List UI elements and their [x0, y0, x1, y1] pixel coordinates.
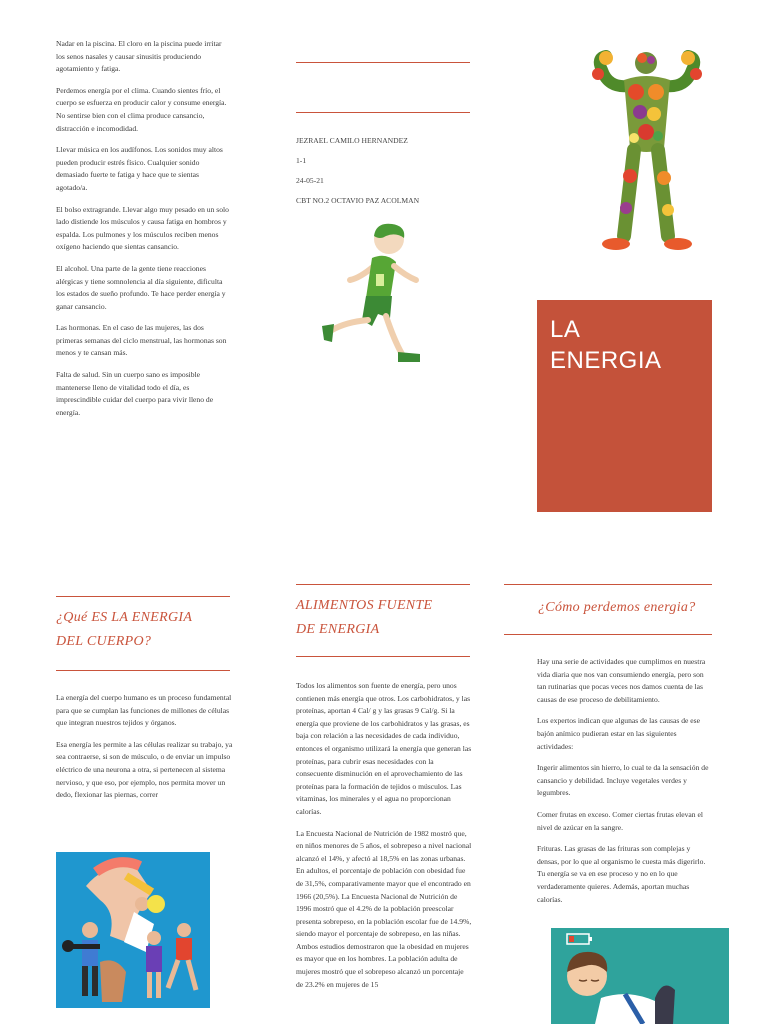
document-date: 24-05-21: [296, 176, 324, 185]
divider-line: [296, 656, 470, 657]
divider-line: [56, 596, 230, 597]
paragraph: Hay una serie de actividades que cumplimos en nuestra vida diaria que nos van consumiendo energía, pero son tan rutinarias que pocas veces nos damos cuenta de las causas de ese proceso de debilitamiento.: [537, 657, 706, 704]
divider-line: [296, 584, 470, 585]
heading-line: ALIMENTOS FUENTE: [296, 598, 433, 613]
student-name: JEZRAEL CAMILO HERNANDEZ: [296, 136, 408, 145]
divider-line: [296, 112, 470, 113]
paragraph: Nadar en la piscina. El cloro en la piscina puede irritar los senos nasales y causar sinusitis produciendo agotamiento y fatiga.: [56, 39, 222, 74]
cover-title-line-2: ENERGIA: [550, 347, 662, 374]
fitness-people-icon: [56, 852, 210, 1008]
paragraph: Esa energía les permite a las células realizar su trabajo, ya sea contraerse, si son de músculo, o de enviar un impulso eléctrico de una neurona a otra, si pertenecen al sistema nervioso, y que eso, por ejemplo, nos permita mover un dedo, flexionar las piernas, correr: [56, 739, 233, 800]
student-group: 1-1: [296, 156, 307, 165]
running-person-icon: [316, 222, 426, 367]
cover-title-block: [537, 300, 712, 512]
school-name: CBT NO.2 OCTAVIO PAZ ACOLMAN: [296, 196, 420, 205]
paragraph: La energía del cuerpo humano es un proceso fundamental para que se cumplan las funciones de millones de células que integran nuestros tejidos y órganos.: [56, 693, 232, 728]
divider-line: [296, 62, 470, 63]
section-text: [296, 680, 472, 1024]
section-heading: [296, 594, 476, 642]
heading-line: DE ENERGIA: [296, 622, 380, 637]
paragraph: El alcohol. Una parte de la gente tiene reacciones alérgicas y tiene somnolencia al día siguiente, dificulta los estados de sueño profundo. Te hace perder energía y ganar cansancio.: [56, 263, 226, 311]
paragraph: La Encuesta Nacional de Nutrición de 1982 mostró que, en niños menores de 5 años, el sobrepeso a nivel nacional alcanzó el 14%, y afectó al 18,5% en las zonas urbanas. En adultos, el porcentaje de población con obesidad fue de 31,5%, comparativamente mayor que el encontrado en 1966 (20,5%). La Encuesta Nacional de Nutrición de 1996 mostró que el 4.2% de la población preescolar presenta sobrepeso, en la población escolar fue de 14.9%, siendo mayor el porcentaje de sobrepeso, en las niñas. Ambos estudios demostraron que la obesidad en mujeres es mayor que en los hombres. La población adulta de mujeres mostró que el sobrepeso alcanzó un porcentaje de 23.2% en mujeres de 15: [296, 828, 472, 989]
paragraph: Los expertos indican que algunas de las causas de ese bajón anímico pudieran estar en las siguientes actividades:: [537, 716, 700, 751]
paragraph: Perdemos energía por el clima. Cuando sientes frío, el cuerpo se esfuerza en producir calor y consume energía. No sentirse bien con el clima produce cansancio, distracción e incomodidad.: [56, 85, 227, 133]
section-heading: [56, 606, 236, 654]
paragraph: Llevar música en los audífonos. Los sonidos muy altos pueden producir estrés físico. Cualquier sonido demasiado fuerte te fatiga y hace que te sientas agotado/a.: [56, 145, 223, 192]
section-heading: ¿Cómo perdemos energia?: [538, 600, 696, 615]
paragraph: Todos los alimentos son fuente de energía, pero unos contienen más energía que otros. Los carbohidratos, y las proteínas, aportan 4 Cal/ g y las grasas 9 Cal/g. Si la energía que proviene de los carbohidratos y las grasas, es baja con relación a las necesidades de cada individuo, entonces el organismo utilizará la energía que generan las proteínas, para cubrir esas necesidades con la consecuente disminución en el aprovechamiento de las proteínas para la formación de tejidos o músculos. Las vitaminas, los minerales y el agua no proporcionan calorías.: [296, 681, 472, 816]
divider-line: [504, 584, 712, 585]
paragraph: Frituras. Las grasas de las frituras son complejas y densas, por lo que al organismo le cuesta más digerirlo. Tu energía se va en ese proceso y no en lo que verdaderamente quieres. Además, aportan muchas calorías.: [537, 844, 706, 904]
left-column-text: [56, 38, 232, 428]
divider-line: [56, 670, 230, 671]
heading-line: DEL CUERPO?: [56, 634, 152, 649]
section-text: [56, 692, 234, 811]
heading-line: ¿Qué ES LA ENERGIA: [56, 610, 193, 625]
fruit-muscle-man-icon: [588, 48, 706, 252]
tired-person-icon: [551, 928, 729, 1024]
paragraph: Las hormonas. En el caso de las mujeres, las dos primeras semanas del ciclo menstrual, las hormonas son menos y te cansan más.: [56, 323, 227, 358]
paragraph: El bolso extragrande. Llevar algo muy pesado en un solo lado distiende los músculos y causa fatiga en hombros y espalda. Los pulmones y los músculos reciben menos oxígeno haciendo que sientas cansancio.: [56, 204, 229, 252]
cover-title-line-1: LA: [550, 316, 581, 343]
paragraph: Comer frutas en exceso. Comer ciertas frutas elevan el nivel de azúcar en la sangre.: [537, 809, 703, 832]
paragraph: Ingerir alimentos sin hierro, lo cual te da la sensación de cansancio y debilidad. Incluye vegetales verdes y legumbres.: [537, 763, 709, 798]
divider-line: [504, 634, 712, 635]
section-text: [537, 656, 713, 915]
paragraph: Falta de salud. Sin un cuerpo sano es imposible mantenerse lleno de vitalidad todo el día, es imprescindible cuidar del cuerpo para vivir lleno de energía.: [56, 370, 214, 417]
